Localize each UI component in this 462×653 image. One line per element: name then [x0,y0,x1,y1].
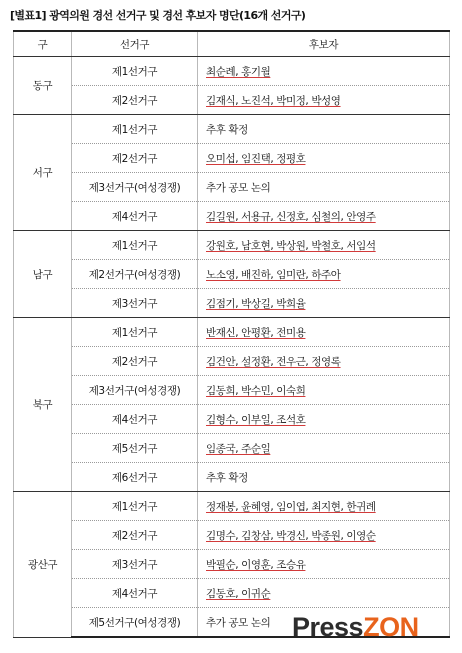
candidate-names: 최순례, 홍기월 [206,65,271,78]
gu-cell: 서구 [14,115,72,231]
candidates-cell [198,434,450,463]
table-row [14,318,450,347]
table-row [14,405,450,434]
candidates-cell [198,376,450,405]
gu-cell: 북구 [14,318,72,492]
district-cell: 제1선거구 [72,115,198,144]
table-row [14,463,450,492]
table-row [14,492,450,521]
table-row [14,231,450,260]
candidates-cell [198,579,450,608]
district-cell: 제6선거구 [72,463,198,492]
candidates-cell [198,521,450,550]
candidates-cell [198,463,450,492]
table-row [14,57,450,86]
district-cell: 제5선거구(여성경쟁) [72,608,198,638]
candidates-cell [198,144,450,173]
candidates-cell [198,173,450,202]
candidates-cell [198,289,450,318]
candidate-names: 박필순, 이영훈, 조승유 [206,558,306,571]
candidate-names: 김동희, 박수민, 이숙희 [206,384,306,397]
district-cell: 제2선거구 [72,347,198,376]
district-cell: 제1선거구 [72,57,198,86]
candidates-cell [198,405,450,434]
table-row [14,144,450,173]
table-row [14,434,450,463]
presszon-watermark-logo: PressZON [292,612,419,642]
candidate-names: 노소영, 배진하, 임미란, 하주아 [206,268,341,281]
table-row [14,521,450,550]
table-row [14,260,450,289]
candidate-names: 김건안, 설정환, 전우근, 정영록 [206,355,341,368]
table-row [14,376,450,405]
candidates-cell [198,231,450,260]
candidate-names: 김길원, 서용규, 신정호, 심철의, 안영주 [206,210,376,223]
candidates-cell [198,260,450,289]
district-cell: 제2선거구 [72,144,198,173]
candidate-names: 김점기, 박상길, 박희율 [206,297,306,310]
district-cell: 제4선거구 [72,202,198,231]
candidate-names: 김명수, 김창삼, 박경신, 박종원, 이영순 [206,529,376,542]
table-row [14,86,450,115]
table-row [14,347,450,376]
candidates-cell [198,86,450,115]
candidate-names: 김동호, 이귀순 [206,587,271,600]
candidate-names: 강원호, 남호현, 박상원, 박철호, 서임석 [206,239,376,252]
district-cell: 제3선거구 [72,550,198,579]
gu-cell: 남구 [14,231,72,318]
table-row [14,115,450,144]
district-cell: 제4선거구 [72,579,198,608]
gu-cell: 동구 [14,57,72,115]
candidates-cell [198,115,450,144]
gu-cell: 광산구 [14,492,72,638]
header-gu: 구 [14,31,72,57]
table-header-row [14,31,450,57]
district-cell: 제4선거구 [72,405,198,434]
table-row [14,289,450,318]
candidate-names: 오미섭, 임진택, 정평호 [206,152,306,165]
candidate-names: 추후 확정 [206,471,248,484]
candidate-names: 김재식, 노진석, 박미정, 박성영 [206,94,341,107]
candidate-table [13,30,450,638]
table-row [14,579,450,608]
district-cell: 제1선거구 [72,492,198,521]
table-row [14,550,450,579]
candidates-cell [198,347,450,376]
district-cell: 제2선거구 [72,521,198,550]
district-cell: 제3선거구(여성경쟁) [72,376,198,405]
candidates-cell [198,202,450,231]
candidate-names: 반재신, 안평환, 전미용 [206,326,306,339]
district-cell: 제2선거구(여성경쟁) [72,260,198,289]
district-cell: 제3선거구(여성경쟁) [72,173,198,202]
candidate-names: 김형수, 이부일, 조석호 [206,413,306,426]
district-cell: 제2선거구 [72,86,198,115]
candidate-names: 추가 공모 논의 [206,616,271,629]
candidate-names: 추후 확정 [206,123,248,136]
candidates-cell [198,492,450,521]
table-row [14,202,450,231]
header-district: 선거구 [72,31,198,57]
district-cell: 제1선거구 [72,318,198,347]
candidate-names: 정재봉, 윤혜영, 임이엽, 최지현, 한귀례 [206,500,376,513]
district-cell: 제5선거구 [72,434,198,463]
candidates-cell [198,57,450,86]
candidate-names: 임종국, 주순일 [206,442,271,455]
document-title: [별표1] 광역의원 경선 선거구 및 경선 후보자 명단(16개 선거구) [10,9,306,22]
district-cell: 제1선거구 [72,231,198,260]
district-cell: 제3선거구 [72,289,198,318]
candidates-cell [198,318,450,347]
table-row [14,173,450,202]
candidates-cell [198,550,450,579]
candidate-names: 추가 공모 논의 [206,181,271,194]
header-candidates: 후보자 [198,31,450,57]
